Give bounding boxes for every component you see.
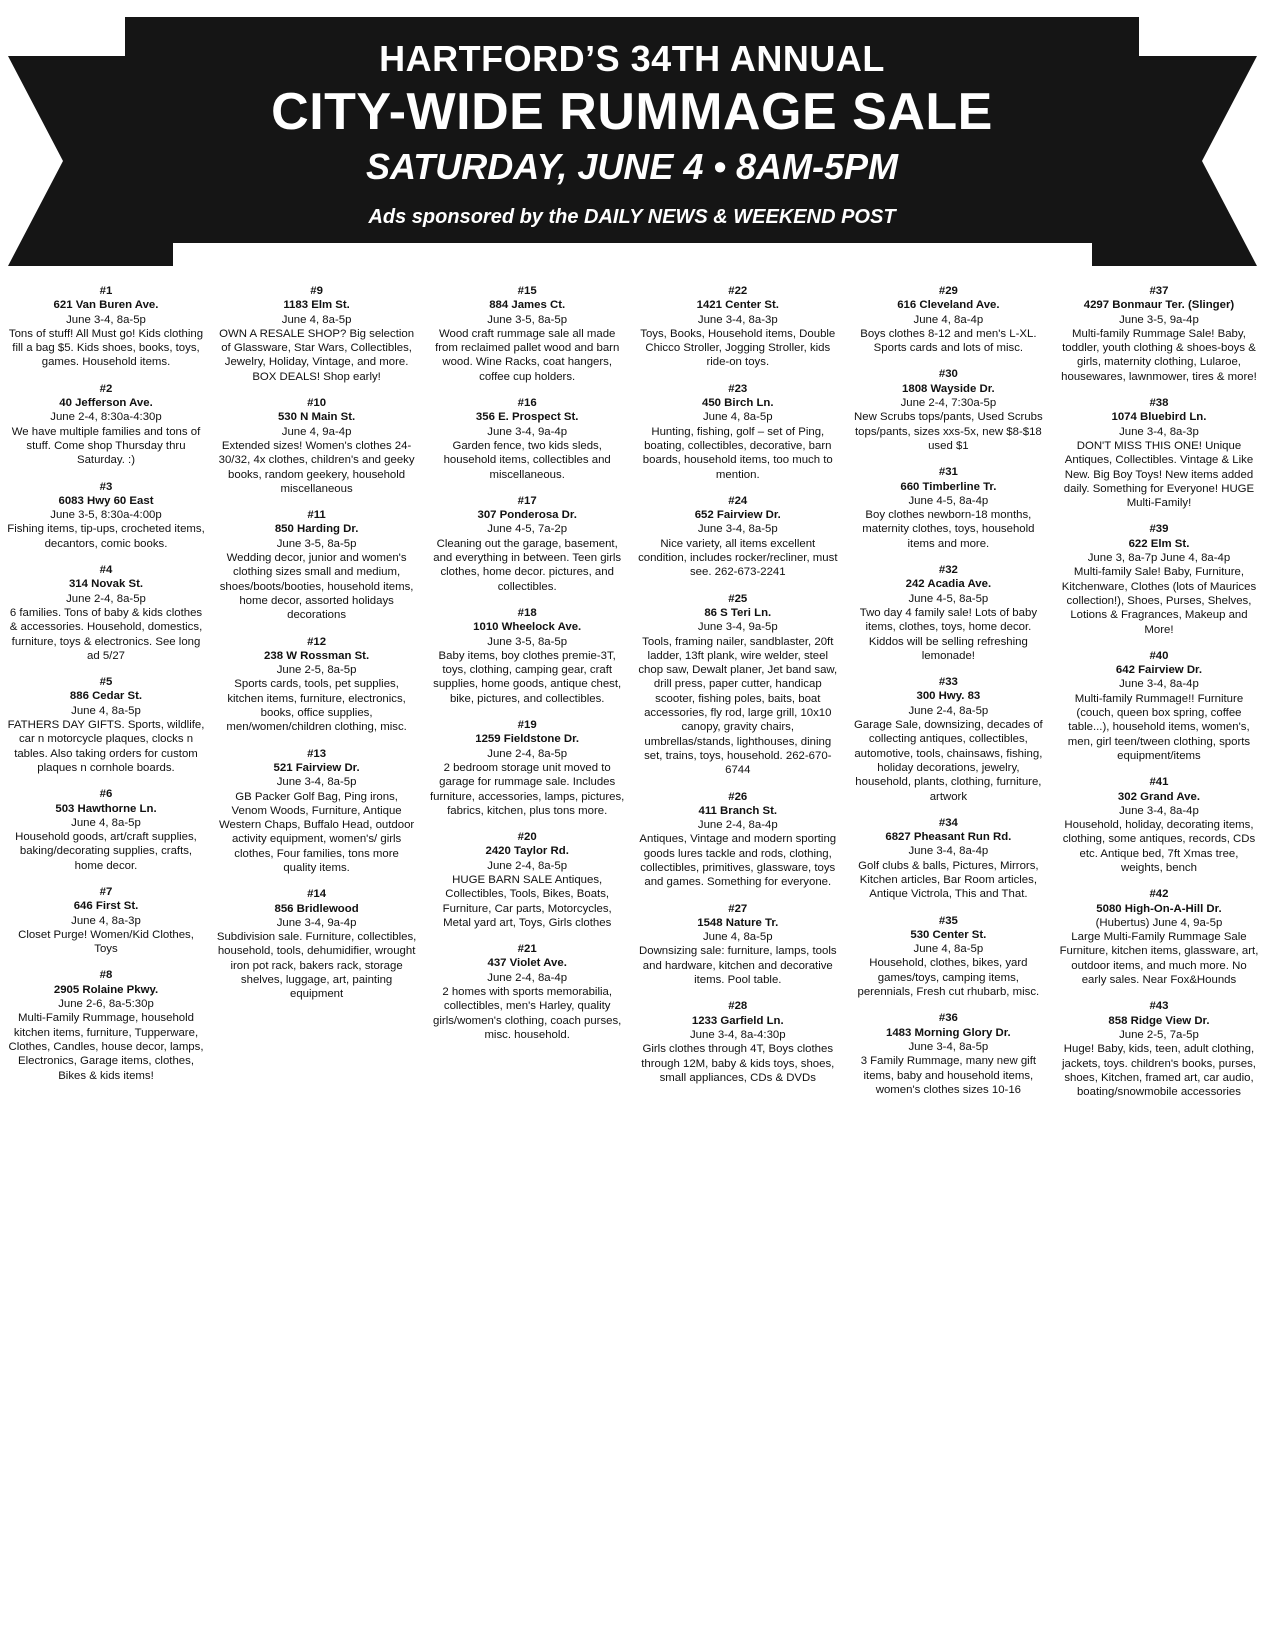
listing-number: #6	[99, 788, 113, 801]
listing-description: Household goods, art/craft supplies, baking/decorating supplies, crafts, home decor.	[15, 831, 197, 872]
listing-number: #24	[728, 494, 748, 507]
listing-description: Wood craft rummage sale all made from reclaimed pallet wood and barn wood. Wine Racks, coat hangers, coffee cup holders.	[435, 327, 620, 383]
listing-entry	[638, 902, 838, 988]
listing-number: #18	[517, 606, 537, 619]
listing-dates: June 3, 8a-7p June 4, 8a-4p	[1087, 552, 1231, 565]
listing-dates: June 4, 8a-5p	[71, 704, 141, 717]
listing-description: Two day 4 family sale! Lots of baby items, clothes, toys, home decor. Kiddos will be selling refreshing lemonade!	[859, 606, 1038, 662]
listing-number: #38	[1149, 397, 1169, 410]
listing-address: 1808 Wayside Dr.	[902, 382, 995, 395]
listing-number: #21	[517, 943, 537, 956]
listing-number: #16	[517, 397, 537, 410]
listing-entry	[217, 396, 417, 496]
listing-description: Multi-family Rummage Sale! Baby, toddler, youth clothing & shoes-boys & girls, maternity clothing, Lularoe, housewares, lawnmower, tires & more!	[1061, 327, 1257, 383]
listing-address: 2905 Rolaine Pkwy.	[53, 983, 159, 996]
listing-description: Household, holiday, decorating items, clothing, some antiques, records, CDs etc. Antique bed, 7ft Xmas tree, weights, bench	[1062, 819, 1256, 874]
listing-column	[638, 284, 838, 1111]
listing-number: #34	[938, 816, 958, 829]
listing-number: #14	[307, 888, 327, 901]
listing-dates: June 3-4, 9a-4p	[487, 425, 568, 438]
listing-dates: June 3-5, 8a-5p	[487, 635, 568, 648]
listing-number: #5	[99, 676, 113, 689]
listing-entry	[217, 887, 417, 1001]
listing-address: 1233 Garfield Ln.	[691, 1014, 784, 1027]
listing-description: Wedding decor, junior and women's clothing sizes small and medium, shoes/boots/booties, household items, home decor, assorted holidays decorations	[219, 552, 414, 622]
listing-dates: June 4, 8a-5p	[281, 313, 352, 326]
listing-description: New Scrubs tops/pants, Used Scrubs tops/pants, sizes xxs-5x, new $8-$18 used $1	[854, 411, 1043, 452]
listing-column	[217, 284, 417, 1111]
listing-entry	[6, 885, 206, 956]
listing-entry	[848, 914, 1048, 1000]
listing-dates: June 3-4, 8a-3p	[1119, 425, 1199, 438]
listing-address: 4297 Bonmaur Ter. (Slinger)	[1083, 299, 1235, 312]
listing-entry	[427, 718, 627, 818]
listing-entry	[217, 284, 417, 384]
listing-description: Sports cards, tools, pet supplies, kitchen items, furniture, electronics, books, office supplies, men/women/children clothing, misc.	[226, 678, 407, 734]
listing-dates: June 3-4, 8a-5p	[908, 1040, 989, 1053]
listing-number: #32	[938, 564, 958, 577]
listing-description: Fishing items, tip-ups, crocheted items, decantors, comic books.	[7, 523, 205, 550]
listing-description: FATHERS DAY GIFTS. Sports, wildlife, car n motorcycle plaques, clocks n tables. Also taking orders for custom plaques n cornhole boards.	[7, 719, 205, 774]
listing-address: 1548 Nature Tr.	[697, 916, 779, 929]
listing-number: #25	[728, 592, 748, 605]
listing-number: #31	[938, 466, 958, 479]
listing-column	[6, 284, 206, 1111]
listing-address: 850 Harding Dr.	[274, 523, 359, 536]
listing-description: Tools, framing nailer, sandblaster, 20ft ladder, 13ft plank, wire welder, steel chop saw, Dewalt planer, Jet band saw, drill press, paper cutter, handicap scooter, fishing poles, baits, boat accessories, fly rod, large grill, 10x10 canopy, gravity chairs, umbrellas/stands, lighthouses, dining set, trains, toys, household. 262-670-6744	[638, 635, 838, 777]
listing-number: #42	[1149, 888, 1169, 901]
listing-description: Antiques, Vintage and modern sporting goods lures tackle and rods, clothing, collectibles, primitives, glassware, toys and games. Something for everyone.	[639, 833, 837, 889]
listing-entry	[848, 284, 1048, 355]
listing-number: #2	[99, 382, 113, 395]
listing-entry	[427, 494, 627, 594]
listing-address: 521 Fairview Dr.	[273, 761, 360, 774]
listing-description: Baby items, boy clothes premie-3T, toys, clothing, camping gear, craft supplies, home goods, antique chest, bike, pictures, and collectibles.	[433, 649, 622, 705]
listing-description: Multi-family Rummage!! Furniture (couch, queen box spring, coffee table...), household items, women's, men, girl teen/tween clothing, sports equipment/items	[1067, 692, 1251, 762]
listing-address: 40 Jefferson Ave.	[59, 397, 153, 410]
listing-number: #29	[938, 285, 958, 297]
listing-description: HUGE BARN SALE Antiques, Collectibles, Tools, Bikes, Boats, Furniture, Car parts, Motorcycles, Metal yard art, Toys, Girls clothes	[442, 873, 612, 929]
listing-address: 616 Cleveland Ave.	[897, 299, 1000, 312]
header-date: SATURDAY, JUNE 4 • 8AM-5PM	[365, 146, 899, 187]
listing-dates: June 3-4, 8a-3p	[697, 313, 778, 326]
listing-dates: June 3-4, 8a-5p	[66, 313, 146, 326]
listing-number: #10	[307, 397, 327, 410]
listing-address: 1421 Center St.	[696, 299, 779, 312]
listing-description: Extended sizes! Women's clothes 24-30/32, 4x clothes, children's and geeky books, random geekery, household miscellaneous	[218, 439, 415, 495]
listing-number: #43	[1149, 1000, 1169, 1013]
listing-entry	[1059, 649, 1259, 763]
listing-number: #19	[517, 719, 537, 732]
listing-description: We have multiple families and tons of stuff. Come shop Thursday thru Saturday. :)	[11, 425, 201, 467]
listing-entry	[848, 816, 1048, 902]
listing-dates: June 3-4, 8a-5p	[276, 776, 357, 789]
header-line1: HARTFORD’S 34TH ANNUAL	[379, 38, 885, 79]
listing-dates: June 4-5, 8a-4p	[908, 494, 989, 507]
listing-address: 660 Timberline Tr.	[900, 480, 997, 493]
listing-column	[427, 284, 627, 1111]
listing-number: #36	[938, 1012, 958, 1025]
listing-dates: June 3-4, 8a-4p	[908, 845, 989, 858]
listing-entry	[427, 606, 627, 706]
listing-entry	[427, 284, 627, 384]
listing-description: DON'T MISS THIS ONE! Unique Antiques, Collectibles. Vintage & Like New. Big Boy Toys! New items added daily. Something for Everyone! HUGE Multi-Family!	[1063, 439, 1255, 510]
listing-dates: June 3-4, 8a-4p	[1119, 678, 1199, 691]
listing-dates: June 4, 8a-4p	[913, 313, 984, 326]
listing-number: #40	[1149, 649, 1169, 662]
listing-dates: June 3-4, 9a-4p	[276, 916, 357, 929]
listing-description: Tons of stuff! All Must go! Kids clothing fill a bag $5. Kids shoes, books, toys, games. Household items.	[8, 327, 204, 369]
listing-description: Multi-family Sale! Baby, Furniture, Kitchenware, Clothes (lots of Maurices collection!), Shoes, Purses, Shelves, Lotions & Fragrances, Makeup and More!	[1061, 566, 1257, 636]
listing-entry	[1059, 887, 1259, 987]
header-banner	[128, 20, 1136, 240]
listing-entry	[6, 563, 206, 663]
listing-number: #7	[99, 885, 113, 898]
listing-number: #23	[728, 382, 748, 395]
listing-description: Cleaning out the garage, basement, and everything in between. Teen girls clothes, home decor. pictures, and collectibles.	[433, 537, 622, 593]
listing-number: #11	[307, 509, 326, 522]
listing-description: GB Packer Golf Bag, Ping irons, Venom Woods, Furniture, Antique Western Chaps, Buffalo Head, outdoor activity equipment, women's/ girls clothes, Four families, tons more quality items.	[218, 790, 415, 874]
listing-number: #26	[728, 790, 748, 803]
listing-address: 302 Grand Ave.	[1117, 790, 1201, 803]
listing-address: 300 Hwy. 83	[916, 690, 981, 703]
listing-description: Girls clothes through 4T, Boys clothes through 12M, baby & kids toys, shoes, small appliances, CDs & DVDs	[641, 1043, 835, 1084]
listing-dates: June 4, 8a-5p	[702, 411, 773, 424]
listing-address: 86 S Teri Ln.	[704, 606, 772, 619]
listing-number: #37	[1149, 285, 1169, 297]
listing-entry	[427, 830, 627, 930]
listing-entry	[848, 675, 1048, 804]
listing-description: Nice variety, all items excellent condition, includes rocker/recliner, must see. 262-673-2241	[638, 537, 838, 579]
listing-dates: June 2-4, 8a-4p	[697, 819, 778, 832]
listing-number: #20	[517, 831, 537, 844]
listing-dates: June 2-4, 7:30a-5p	[900, 397, 997, 410]
listing-number: #35	[938, 914, 958, 927]
listing-entry	[217, 635, 417, 735]
listing-dates: June 2-4, 8a-4p	[487, 971, 568, 984]
listing-description: 3 Family Rummage, many new gift items, baby and household items, women's clothes sizes 10-16	[860, 1055, 1037, 1096]
listing-number: #22	[728, 285, 748, 297]
listing-address: 642 Fairview Dr.	[1115, 664, 1203, 677]
listing-address: 6827 Pheasant Run Rd.	[885, 831, 1012, 844]
listing-address: 356 E. Prospect St.	[475, 411, 579, 424]
listing-dates: June 4, 8a-3p	[71, 914, 141, 927]
listing-description: Huge! Baby, kids, teen, adult clothing, jackets, toys. children's books, purses, shoes, Kitchen, framed art, car audio, boating/snowmobile accessories	[1061, 1043, 1256, 1099]
listing-dates: June 4, 9a-4p	[281, 425, 352, 438]
listing-description: Toys, Books, Household items, Double Chicco Stroller, Jogging Stroller, kids ride-on toys.	[640, 327, 836, 369]
listing-dates: June 2-4, 8a-5p	[487, 747, 568, 760]
listing-entry	[427, 942, 627, 1042]
listing-dates: June 3-4, 8a-5p	[697, 523, 778, 536]
listing-address: 530 Center St.	[910, 928, 987, 941]
listing-dates: June 4-5, 8a-5p	[908, 592, 989, 605]
listing-description: Golf clubs & balls, Pictures, Mirrors, Kitchen articles, Bar Room articles, Antique Victrola, This and That.	[858, 859, 1039, 901]
listing-description: Downsizing sale: furniture, lamps, tools and hardware, kitchen and decorative items. Pool table.	[639, 945, 837, 987]
listing-entry	[6, 382, 206, 468]
listing-entry	[638, 382, 838, 482]
listing-address: 238 W Rossman St.	[264, 649, 370, 662]
listing-address: 1183 Elm St.	[283, 299, 350, 312]
listing-dates: June 3-4, 9a-5p	[697, 621, 778, 634]
listing-description: 2 homes with sports memorabilia, collectibles, men's Harley, quality girls/women's clothing, coach purses, misc. household.	[433, 986, 622, 1041]
listing-address: 856 Bridlewood	[274, 902, 359, 915]
listing-address: 646 First St.	[73, 900, 139, 913]
listing-dates: June 2-4, 8a-5p	[908, 704, 989, 717]
listing-entry	[638, 494, 838, 580]
listing-entry	[638, 999, 838, 1085]
listing-dates: June 4, 8a-5p	[71, 816, 141, 829]
listing-entry	[217, 508, 417, 622]
listing-address: 1259 Fieldstone Dr.	[475, 733, 580, 746]
listing-description: 2 bedroom storage unit moved to garage for rummage sale. Includes furniture, accessories, lamps, pictures, fabrics, kitchen, plus tons more.	[430, 761, 625, 817]
listing-address: 530 N Main St.	[277, 411, 356, 424]
listing-entry	[638, 592, 838, 778]
listing-address: 242 Acadia Ave.	[905, 578, 992, 591]
listing-description: Garden fence, two kids sleds, household items, collectibles and miscellaneous.	[443, 439, 611, 481]
listing-number: #39	[1149, 523, 1169, 536]
listing-entry	[427, 396, 627, 482]
listing-entry	[848, 1011, 1048, 1097]
listing-dates: (Hubertus) June 4, 9a-5p	[1095, 916, 1223, 929]
listing-address: 622 Elm St.	[1128, 537, 1190, 550]
listing-description: Garage Sale, downsizing, decades of collecting antiques, collectibles, automotive, tools, chainsaws, fishing, holiday decorations, jewelry, household, plants, clothing, furniture, artwork	[854, 719, 1043, 803]
listing-address: 2420 Taylor Rd.	[485, 845, 569, 858]
listing-entry	[1059, 284, 1259, 384]
listing-dates: June 3-4, 8a-4p	[1119, 804, 1199, 817]
listing-address: 5080 High-On-A-Hill Dr.	[1096, 902, 1222, 915]
listing-address: 503 Hawthorne Ln.	[55, 802, 157, 815]
listing-dates: June 4, 8a-5p	[702, 931, 773, 944]
listing-address: 6083 Hwy 60 East	[58, 494, 154, 507]
listing-description: Household, clothes, bikes, yard games/toys, camping items, perennials, Fresh cut rhubarb, misc.	[857, 957, 1040, 999]
listing-column	[1059, 284, 1259, 1111]
listing-dates: June 2-4, 8a-5p	[487, 859, 568, 872]
listing-number: #13	[307, 747, 327, 760]
listing-description: OWN A RESALE SHOP? Big selection of Glassware, Star Wars, Collectibles, Jewelry, Holiday, Vintage, and more. BOX DEALS! Shop early!	[219, 327, 415, 383]
listing-number: #28	[728, 1000, 748, 1013]
listing-address: 450 Birch Ln.	[702, 397, 774, 410]
listing-number: #33	[938, 676, 958, 689]
listing-dates: June 3-5, 9a-4p	[1119, 313, 1199, 326]
listing-column	[848, 284, 1048, 1111]
listing-dates: June 3-4, 8a-4:30p	[689, 1028, 786, 1041]
header-sponsor: Ads sponsored by the DAILY NEWS & WEEKEND POST	[368, 206, 896, 228]
listing-dates: June 2-4, 8a-5p	[66, 592, 146, 605]
listing-description: Subdivision sale. Furniture, collectibles, household, tools, dehumidifier, wrought iron pot rack, bakers rack, storage shelves, luggage, art, painting equipment	[216, 931, 417, 1001]
listing-number: #4	[99, 564, 113, 577]
listing-entry	[6, 675, 206, 775]
listing-entry	[1059, 522, 1259, 636]
listing-address: 858 Ridge View Dr.	[1108, 1014, 1210, 1027]
listing-description: Boy clothes newborn-18 months, maternity clothes, toys, household items and more.	[862, 509, 1035, 550]
listing-entry	[848, 367, 1048, 453]
listing-description: Boys clothes 8-12 and men's L-XL. Sports cards and lots of misc.	[860, 327, 1037, 355]
listing-dates: June 4-5, 7a-2p	[487, 523, 568, 536]
listing-dates: June 4, 8a-5p	[913, 943, 984, 956]
listing-address: 1010 Wheelock Ave.	[473, 621, 582, 634]
listing-dates: June 3-5, 8a-5p	[276, 537, 357, 550]
listing-description: Closet Purge! Women/Kid Clothes, Toys	[18, 928, 194, 956]
listing-number: #8	[99, 969, 113, 982]
listing-number: #3	[99, 480, 113, 493]
listing-entry	[848, 563, 1048, 663]
listing-description: Multi-Family Rummage, household kitchen items, furniture, Tupperware, Clothes, Candles, house decor, lamps, Electronics, Garage items, clothes, Bikes & kids items!	[8, 1012, 204, 1082]
listing-entry	[638, 284, 838, 370]
listing-number: #30	[938, 368, 958, 381]
listing-number: #41	[1149, 776, 1169, 789]
listing-address: 884 James Ct.	[489, 299, 566, 312]
listing-dates: June 2-5, 7a-5p	[1119, 1028, 1199, 1041]
listing-address: 307 Ponderosa Dr.	[477, 509, 577, 522]
listing-description: 6 families. Tons of baby & kids clothes & accessories. Household, domestics, furniture, toys & electronics. See long ad 5/27	[9, 606, 203, 662]
header-title: CITY-WIDE RUMMAGE SALE	[271, 83, 993, 141]
listing-dates: June 2-6, 8a-5:30p	[58, 998, 154, 1011]
listing-entry	[1059, 999, 1259, 1099]
listing-address: 1074 Bluebird Ln.	[1111, 411, 1207, 424]
listing-number: #9	[310, 285, 323, 297]
listing-number: #1	[99, 285, 113, 297]
listing-entry	[848, 465, 1048, 551]
listing-address: 1483 Morning Glory Dr.	[886, 1026, 1011, 1039]
listing-address: 314 Novak St.	[68, 578, 144, 591]
listing-address: 621 Van Buren Ave.	[53, 299, 159, 312]
listing-entry	[638, 790, 838, 890]
listing-dates: June 2-5, 8a-5p	[276, 664, 357, 677]
listing-address: 411 Branch St.	[698, 804, 778, 817]
listing-columns	[6, 284, 1259, 1111]
listing-description: Hunting, fishing, golf – set of Ping, boating, collectibles, decorative, barn boards, household items, too much to mention.	[642, 425, 833, 481]
listing-address: 652 Fairview Dr.	[694, 509, 781, 522]
listing-entry	[6, 968, 206, 1082]
listing-entry	[6, 787, 206, 873]
listing-entry	[217, 747, 417, 876]
listing-dates: June 2-4, 8:30a-4:30p	[50, 411, 162, 424]
listing-address: 437 Violet Ave.	[487, 957, 567, 970]
listing-dates: June 3-5, 8:30a-4:00p	[50, 509, 162, 522]
listing-number: #12	[307, 635, 327, 648]
listing-dates: June 3-5, 8a-5p	[487, 313, 568, 326]
listing-address: 886 Cedar St.	[69, 690, 143, 703]
listing-entry	[1059, 396, 1259, 510]
listing-entry	[1059, 775, 1259, 875]
listing-number: #15	[517, 285, 537, 297]
listing-number: #17	[517, 494, 537, 507]
listing-description: Large Multi-Family Rummage Sale Furniture, kitchen items, glassware, art, outdoor items, and much more. No early sales. Near Fox&Hounds	[1059, 931, 1259, 987]
listing-number: #27	[728, 902, 748, 915]
listing-entry	[6, 284, 206, 370]
listing-entry	[6, 480, 206, 551]
